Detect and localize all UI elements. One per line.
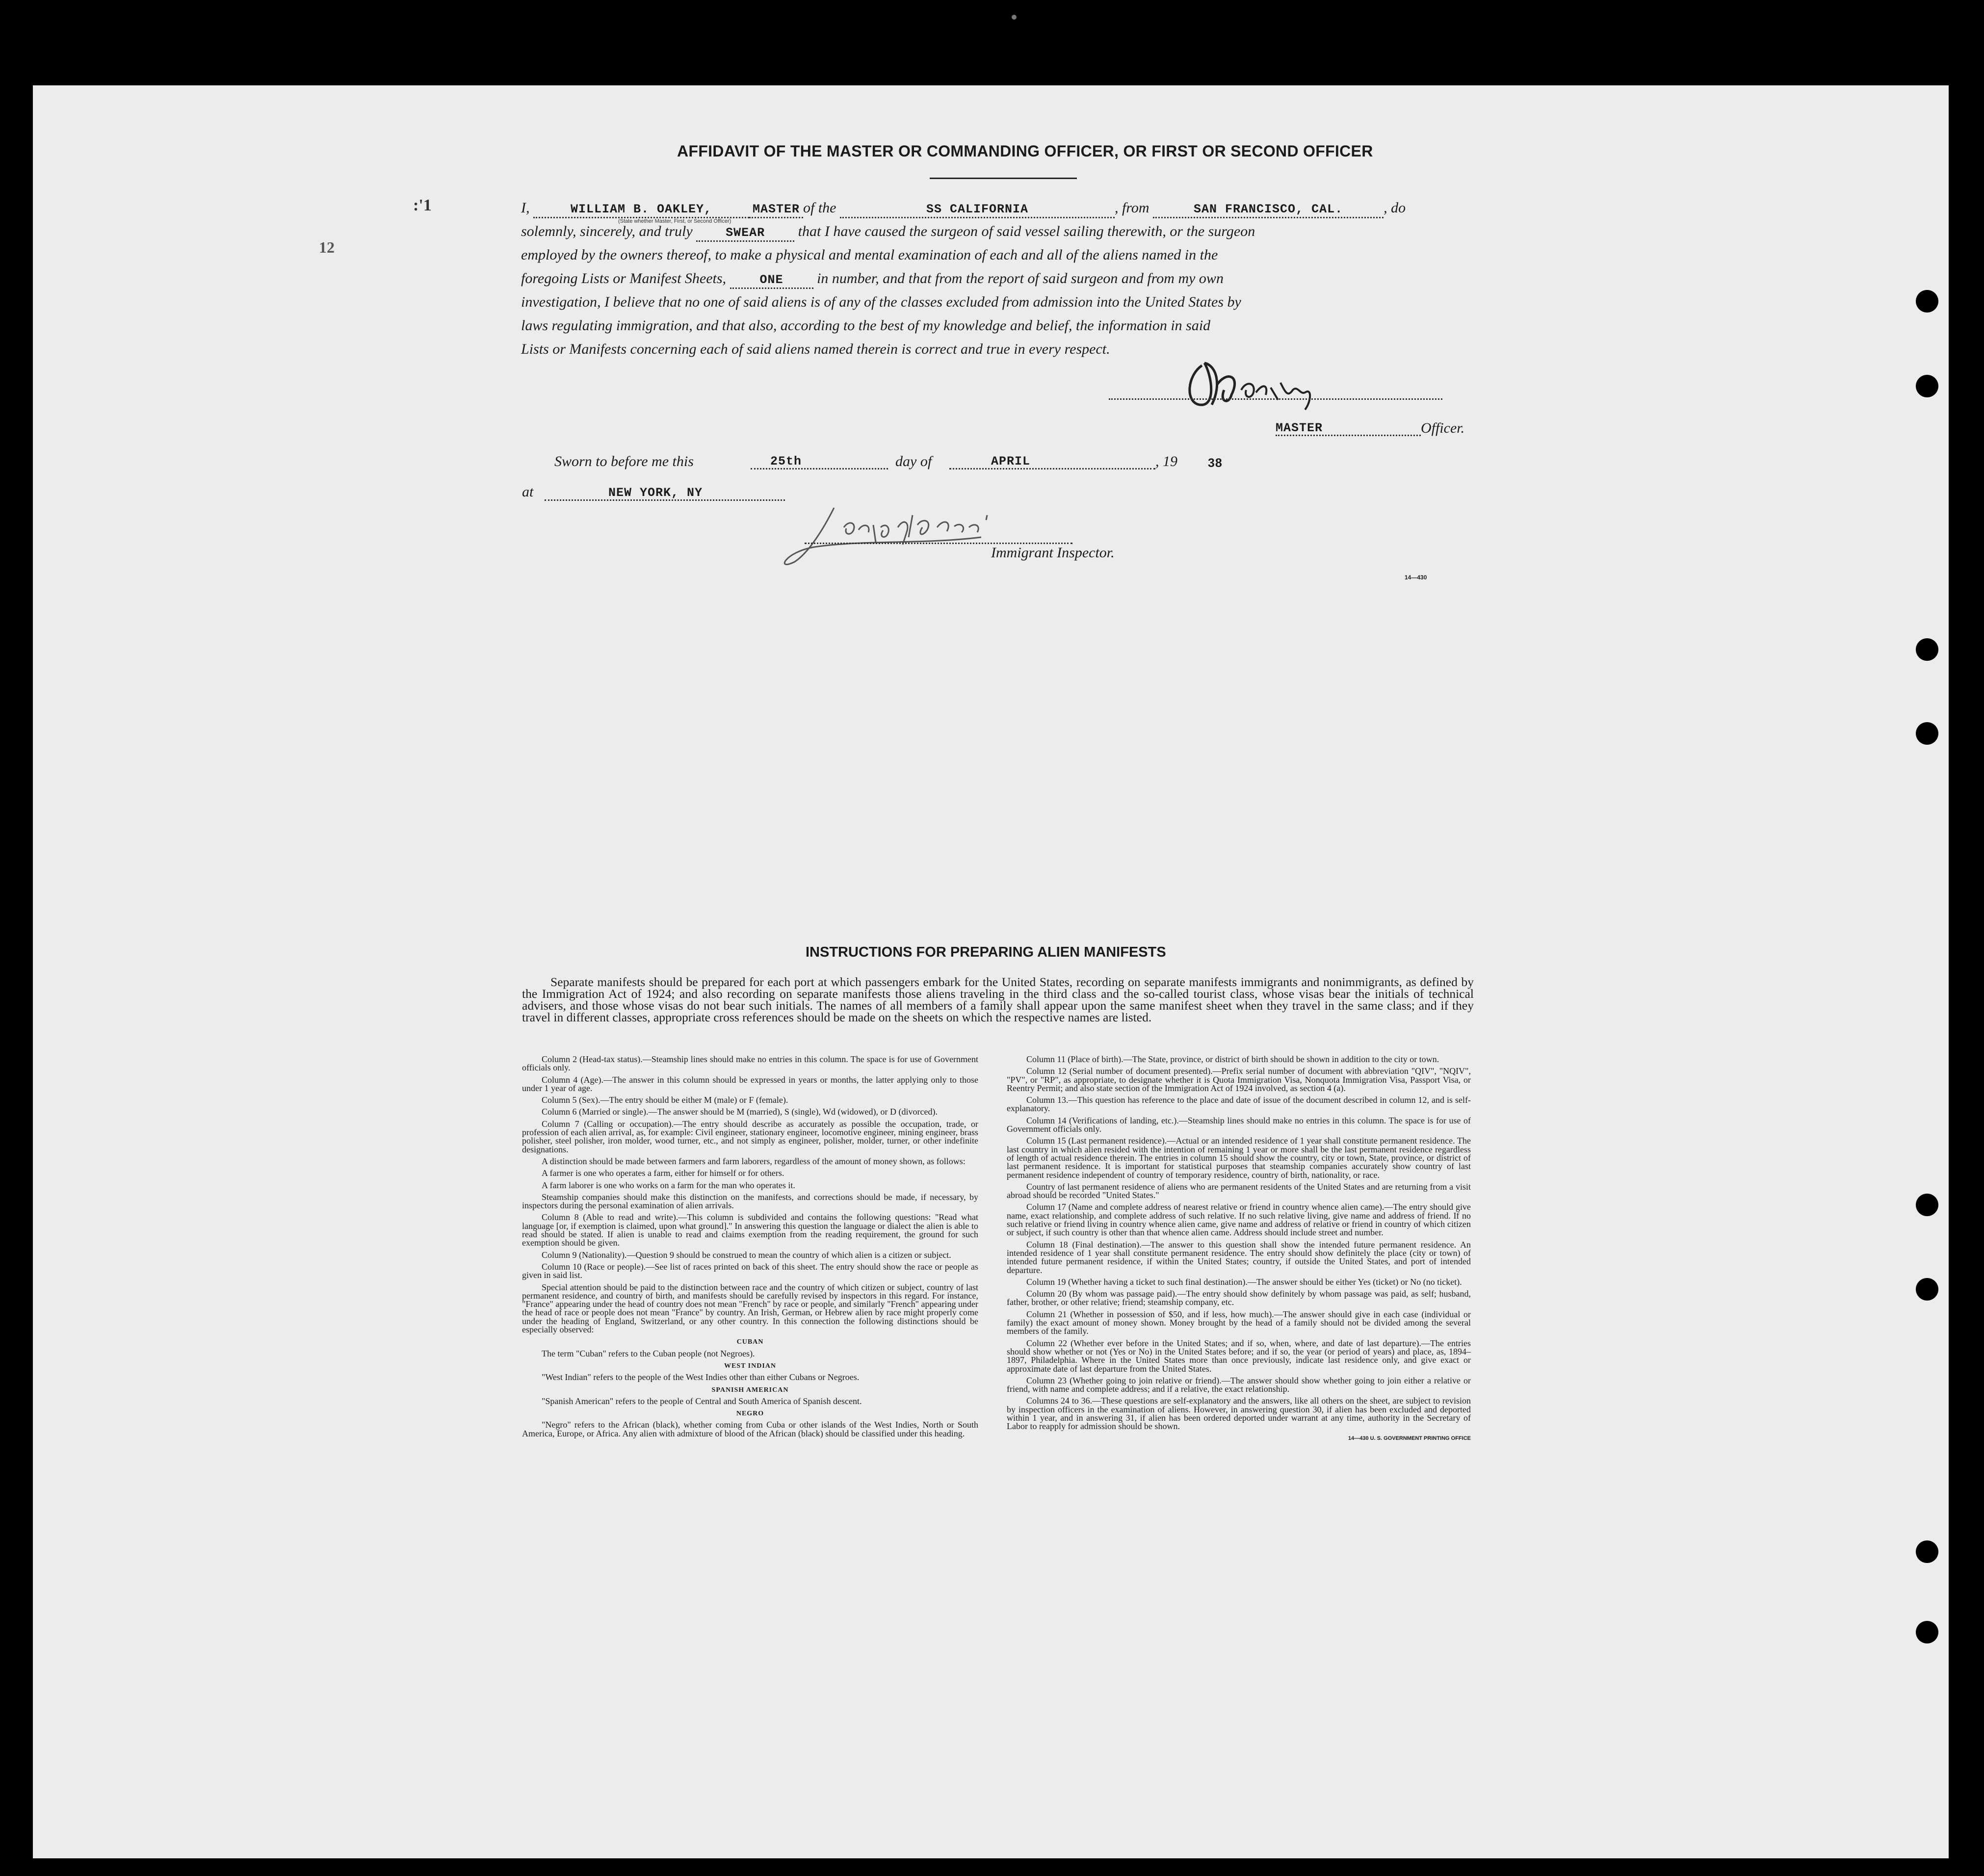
subheading-spanish-american: SPANISH AMERICAN (711, 1386, 789, 1394)
officer-rank-typed: MASTER (1276, 421, 1323, 435)
instruction-paragraph: Column 20 (By whom was passage paid).—The entry should show definitely by whom passage was paid, as self; husband, father, brother, or other relative; friend; steamship company, etc. (1007, 1289, 1471, 1307)
instructions-right-column (1007, 1055, 1471, 1446)
instruction-paragraph: Column 22 (Whether ever before in the United States; and if so, when, where, and date of last departure).—The entries should show whether or not (Yes or No) in the United States before; and if so, the year (or period of years) and place, as, 1894–1897, Philadelphia. Where in the United States more than once previously, indicate last residence only, and give exact or approximate date of last departure from the United States. (1007, 1338, 1471, 1374)
sworn-day: 25th (770, 454, 802, 469)
affidavit-line: Lists or Manifests concerning each of said aliens named therein is correct and true in every respect. (521, 341, 1110, 357)
vessel-field: SS CALIFORNIA (840, 202, 1115, 218)
title-underline (930, 178, 1077, 179)
sworn-day-line (751, 468, 888, 469)
instructions-intro: Separate manifests should be prepared for each port at which passengers embark for the United States, recording on separate manifests immigrants and nonimmigrants, as defined by the Immigration Act of 1924; and also recording on separate manifests those aliens traveling in the third class and the so-called tourist class, whose visas bear the initials of technical advisers, and those whose visas do not bear such initials. The names of all members of a family shall appear upon the same manifest sheet when they travel in the same class; and if they travel in different classes, appropriate cross references should be made on the sheets on which the respective names are listed. (522, 975, 1474, 1024)
instruction-paragraph: Column 12 (Serial number of document presented).—Prefix serial number of document with abbreviation "QIV", "NQIV", "PV", or "RP", as appropriate, to designate whether it is Quota Immigration Visa, Nonquota Immigration Visa, Passport Visa, or Reentry Permit; and also state section of the Immigration Act of 1924 involved, as section 4 (a). (1007, 1066, 1471, 1093)
subheading-cuban: CUBAN (736, 1338, 764, 1346)
oath-field: SWEAR (696, 226, 794, 242)
inspector-signature (775, 498, 1070, 574)
affidavit-line: laws regulating immigration, and that also, according to the best of my knowledge and belief, the information in said (521, 317, 1211, 334)
instruction-paragraph: Column 21 (Whether in possession of $50, and if less, how much).—The answer should give in each case (individual or family) the exact amount of money shown. Money brought by the head of a family should not be divided among the several members of the family. (1007, 1309, 1471, 1336)
affidavit-line: investigation, I believe that no one of said aliens is of any of the classes excluded from admission into the United States by (521, 294, 1241, 310)
instruction-paragraph: "West Indian" refers to the people of the West Indies other than either Cubans or Negroes. (542, 1372, 860, 1382)
affidavit-title: AFFIDAVIT OF THE MASTER OR COMMANDING OFFICER, OR FIRST OR SECOND OFFICER (677, 142, 1373, 160)
instruction-paragraph: Column 7 (Calling or occupation).—The entry should describe as accurately as possible the occupation, trade, or profession of each alien arrival, as, for example: Civil engineer, stationary engineer, locomotive engineer, mining engineer, brass polisher, steel polisher, iron molder, wood turner, etc., and not simply as engineer, polisher, molder, turner, or other indefinite designations. (522, 1119, 978, 1154)
sworn-month-line (949, 468, 1155, 469)
instruction-paragraph: Column 2 (Head-tax status).—Steamship lines should make no entries in this column. The space is for use of Government officials only. (522, 1054, 978, 1073)
inspector-label: Immigrant Inspector. (991, 545, 1115, 561)
inspector-signature-line (805, 543, 1072, 544)
subheading-negro: NEGRO (736, 1410, 764, 1418)
affidavit-line: foregoing Lists or Manifest Sheets, ONE in number, and that from the report of said surgeon and from my own (521, 267, 1224, 290)
punch-hole (1916, 722, 1938, 745)
instructions-title: INSTRUCTIONS FOR PREPARING ALIEN MANIFESTS (806, 944, 1166, 960)
instruction-paragraph: The term "Cuban" refers to the Cuban people (not Negroes). (542, 1348, 755, 1358)
affidavit-line: I, WILLIAM B. OAKLEY, MASTER of the SS CALIFORNIA , from SAN FRANCISCO, CAL. , do (521, 196, 1406, 220)
instruction-paragraph: Columns 24 to 36.—These questions are self-explanatory and the answers, like all others on the sheet, are subject to revision by inspection officers in the examination of aliens. However, in answering question 30, if alien has been excluded and deported within 1 year, and in answering 31, if alien has been ordered deported under warrant at any time, authority in the Secretary of Labor to reapply for admission should be shown. (1007, 1396, 1471, 1432)
sworn-place-line (545, 499, 785, 501)
officer-rank-line (1276, 435, 1421, 436)
officer-signature-line (1109, 398, 1442, 400)
punch-hole (1916, 290, 1938, 313)
instruction-paragraph: Steamship companies should make this distinction on the manifests, and corrections should be made, if necessary, by inspectors during the personal examination of alien arrivals. (522, 1192, 978, 1211)
affidavit-line: employed by the owners thereof, to make a physical and mental examination of each and all of the aliens named in the (521, 247, 1218, 263)
instruction-paragraph: Column 19 (Whether having a ticket to such final destination).—The answer should be either Yes (ticket) or No (no ticket). (1026, 1277, 1462, 1287)
instruction-paragraph: Column 8 (Able to read and write).—This column is subdivided and contains the following questions: "Read what language [or, if exemption is claimed, upon what ground]." In answering this question the language or dialect the alien is able to read should be stated. If alien is unable to read and claims exemption from the reading requirement, the ground for such exemption should be given. (522, 1212, 978, 1248)
sworn-text: Sworn to before me this (554, 453, 694, 469)
instruction-paragraph: Special attention should be paid to the distinction between race and the country of which citizen or subject, country of last permanent residence, and country of birth, and manifests should be carefully revised by inspectors in this regard. For instance, "France" appearing under the head of country does not mean "French" by race or people, and similarly "French" appearing under the head of race or people does not mean "France" by country. An Irish, German, or Hebrew alien by race might properly come under the heading of England, Switzerland, or any other country. In this connection the following distinctions should be especially observed: (522, 1282, 978, 1335)
instruction-paragraph: Column 5 (Sex).—The entry should be either M (male) or F (female). (542, 1095, 788, 1105)
instruction-paragraph: Column 23 (Whether going to join relative or friend).—The answer should show whether going to join either a relative or friend, with name and complete address; and if a relative, the exact relationship. (1007, 1375, 1471, 1394)
instruction-paragraph: Column 11 (Place of birth).—The State, province, or district of birth should be shown in addition to the city or town. (1026, 1054, 1439, 1064)
officer-label: Officer. (1421, 420, 1465, 436)
instruction-paragraph: "Spanish American" refers to the people of Central and South America of Spanish descent. (542, 1396, 862, 1406)
sworn-text: , 19 (1155, 453, 1177, 469)
subheading-west-indian: WEST INDIAN (724, 1362, 777, 1370)
form-number: 14—430 (1405, 574, 1427, 581)
instruction-paragraph: Column 14 (Verifications of landing, etc.).—Steamship lines should make no entries in this column. The space is for use of Government officials only. (1007, 1115, 1471, 1134)
punch-hole (1916, 375, 1938, 397)
margin-mark: 12 (319, 238, 335, 256)
printing-office-mark: 14—430 U. S. GOVERNMENT PRINTING OFFICE (1348, 1435, 1471, 1441)
instructions-left-column (522, 1055, 978, 1441)
punch-hole (1916, 1540, 1938, 1563)
punch-hole (1916, 1194, 1938, 1216)
margin-mark: :'1 (413, 196, 432, 214)
punch-hole (1916, 1278, 1938, 1301)
instruction-paragraph: A farmer is one who operates a farm, either for himself or for others. (542, 1168, 784, 1178)
sworn-year: 38 (1208, 456, 1223, 470)
instruction-paragraph: A farm laborer is one who works on a farm for the man who operates it. (542, 1180, 795, 1190)
instruction-paragraph: Column 10 (Race or people).—See list of races printed on back of this sheet. The entry should show the race or people as given in said list. (522, 1261, 978, 1280)
speck (1012, 15, 1017, 20)
punch-hole (1916, 1621, 1938, 1643)
instruction-paragraph: Column 15 (Last permanent residence).—Actual or an intended residence of 1 year shall constitute permanent residence. The last country in which alien resided with the intention of remaining 1 year or more shall be the last permanent residence regardless of length of actual residence therein. The entries in column 15 should show the country, city or town, State, province, or district of last permanent residence. It is important for statistical purposes that steamship companies accurately show country of last permanent residence independent of country of temporary residence, country of birth, nationality, or race. (1007, 1136, 1471, 1180)
port-field: SAN FRANCISCO, CAL. (1153, 202, 1384, 218)
instruction-paragraph: Column 4 (Age).—The answer in this column should be expressed in years or months, the latter applying only to those under 1 year of age. (522, 1074, 978, 1093)
officer-name-field: WILLIAM B. OAKLEY, (533, 202, 749, 218)
sworn-place: NEW YORK, NY (608, 486, 703, 500)
sworn-month: APRIL (991, 454, 1031, 469)
instruction-paragraph: Column 13.—This question has reference to the place and date of issue of the document described in column 12, and is self-explanatory. (1007, 1095, 1471, 1114)
officer-signature (1182, 356, 1369, 417)
officer-rank-field: MASTER (749, 202, 803, 218)
instruction-paragraph: Column 18 (Final destination).—The answer to this question shall show the intended future permanent residence. An intended residence of 1 year shall constitute permanent residence. The entry should show definitely the place (city or town) of intended future permanent residence, if within the United States; country, if outside the United States, and port of intended departure. (1007, 1239, 1471, 1275)
speck (1944, 1123, 1947, 1132)
instruction-paragraph: "Negro" refers to the African (black), whether coming from Cuba or other islands of the West Indies, North or South America, Europe, or Africa. Any alien with admixture of blood of the African (black) should be classified under this heading. (522, 1420, 978, 1438)
instruction-paragraph: Column 6 (Married or single).—The answer should be M (married), S (single), Wd (widowed), or D (divorced). (542, 1107, 938, 1117)
at-label: at (522, 484, 534, 500)
affidavit-line: solemnly, sincerely, and truly SWEAR that I have caused the surgeon of said vessel sailing therewith, or the surgeon (521, 220, 1255, 243)
instruction-paragraph: A distinction should be made between farmers and farm laborers, regardless of the amount of money shown, as follows: (542, 1156, 966, 1166)
sheet-count-field: ONE (730, 273, 813, 289)
sworn-text: day of (895, 453, 932, 469)
instruction-paragraph: Column 17 (Name and complete address of nearest relative or friend in country whence alien came).—The entry should give name, exact relationship, and complete address of such relative. If no such relative living, give name and address of friend. If no such relative or friend living in country whence alien came, give name and address of relative or friend in country of which citizen or subject, if such country is other than that whence alien came. Address should include street and number. (1007, 1202, 1471, 1238)
rank-hint: (State whether Master, First, or Second Officer) (618, 218, 731, 224)
punch-hole (1916, 638, 1938, 661)
instruction-paragraph: Column 9 (Nationality).—Question 9 should be construed to mean the country of which alien is a citizen or subject. (542, 1250, 951, 1260)
instruction-paragraph: Country of last permanent residence of aliens who are permanent residents of the United States and are returning from a visit abroad should be recorded "United States." (1007, 1181, 1471, 1200)
